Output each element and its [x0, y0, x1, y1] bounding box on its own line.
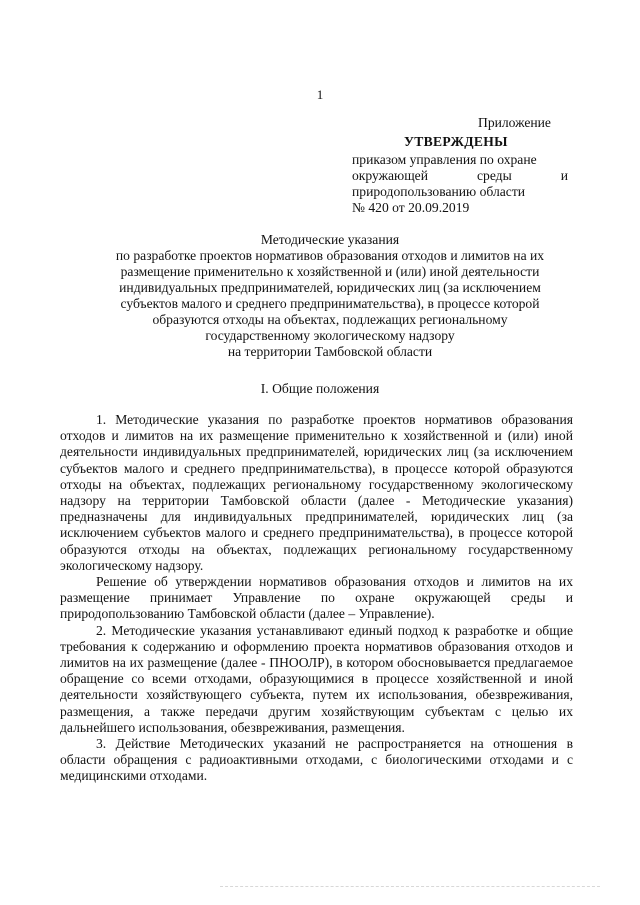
body-text	[60, 412, 573, 785]
title-line-3: размещение применительно к хозяйственной и (или) иной деятельности	[120, 264, 540, 279]
section-heading: I. Общие положения	[260, 381, 380, 396]
approval-order-line-2: окружающей среды и	[352, 168, 568, 183]
title-line-7: государственному экологическому надзору	[205, 328, 455, 343]
title-line-2: по разработке проектов нормативов образования отходов и лимитов на их	[115, 248, 545, 263]
title-line-6: образуются отходы на объектах, подлежащих региональному	[152, 312, 508, 327]
paragraph-1: 1. Методические указания по разработке проектов нормативов образования отходов и лимитов на их размещение применительно к хозяйственной и (или) иной деятельности индивидуальных предпринимателей, юридических лиц (за исключением субъектов малого и среднего предпринимательства), в процессе которой образуются отходы на объектах, подлежащих региональному государственному экологическому надзору на территории Тамбовской области (далее - Методические указания) предназначены для индивидуальных предпринимателей, юридических лиц (за исключением субъектов малого и среднего предпринимательства), в процессе которой образуются отходы на объектах, подлежащих региональному государственному экологическому надзору.	[60, 412, 573, 573]
paragraph-4: 3. Действие Методических указаний не распространяется на отношения в области обращения с радиоактивными отходами, с биологическими отходами и с медицинскими отходами.	[60, 736, 573, 784]
paragraph-2: Решение об утверждении нормативов образования отходов и лимитов на их размещение принимает Управление по охране окружающей среды и природопользованию Тамбовской области (далее – Управление).	[60, 574, 573, 622]
title-line-8: на территории Тамбовской области	[227, 344, 433, 359]
approval-order-number: № 420 от 20.09.2019	[352, 200, 470, 215]
scan-artifact-line	[220, 886, 600, 888]
approval-order-line-3: природопользованию области	[352, 184, 526, 199]
approval-order-line-1: приказом управления по охране	[352, 152, 537, 167]
approval-approved-label: УТВЕРЖДЕНЫ	[404, 134, 508, 149]
title-heading: Методические указания	[260, 232, 400, 247]
paragraph-3: 2. Методические указания устанавливают единый подход к разработке и общие требования к содержанию и оформлению проекта нормативов образования отходов и лимитов на их размещение (далее - ПНООЛР), в котором обосновывается предлагаемое обращение со всеми отходами, образующимися в процессе хозяйственной и иной деятельности хозяйствующего субъекта, путем их использования, обезвреживания, размещения, а также передачи другим хозяйствующим субъектам с целью их дальнейшего использования, обезвреживания, размещения.	[60, 622, 573, 735]
title-line-4: индивидуальных предпринимателей, юридических лиц (за исключением	[119, 280, 541, 295]
page-number: 1	[316, 87, 324, 102]
title-line-5: субъектов малого и среднего предпринимательства), в процессе которой	[120, 296, 540, 311]
approval-annex-label: Приложение	[478, 115, 551, 130]
